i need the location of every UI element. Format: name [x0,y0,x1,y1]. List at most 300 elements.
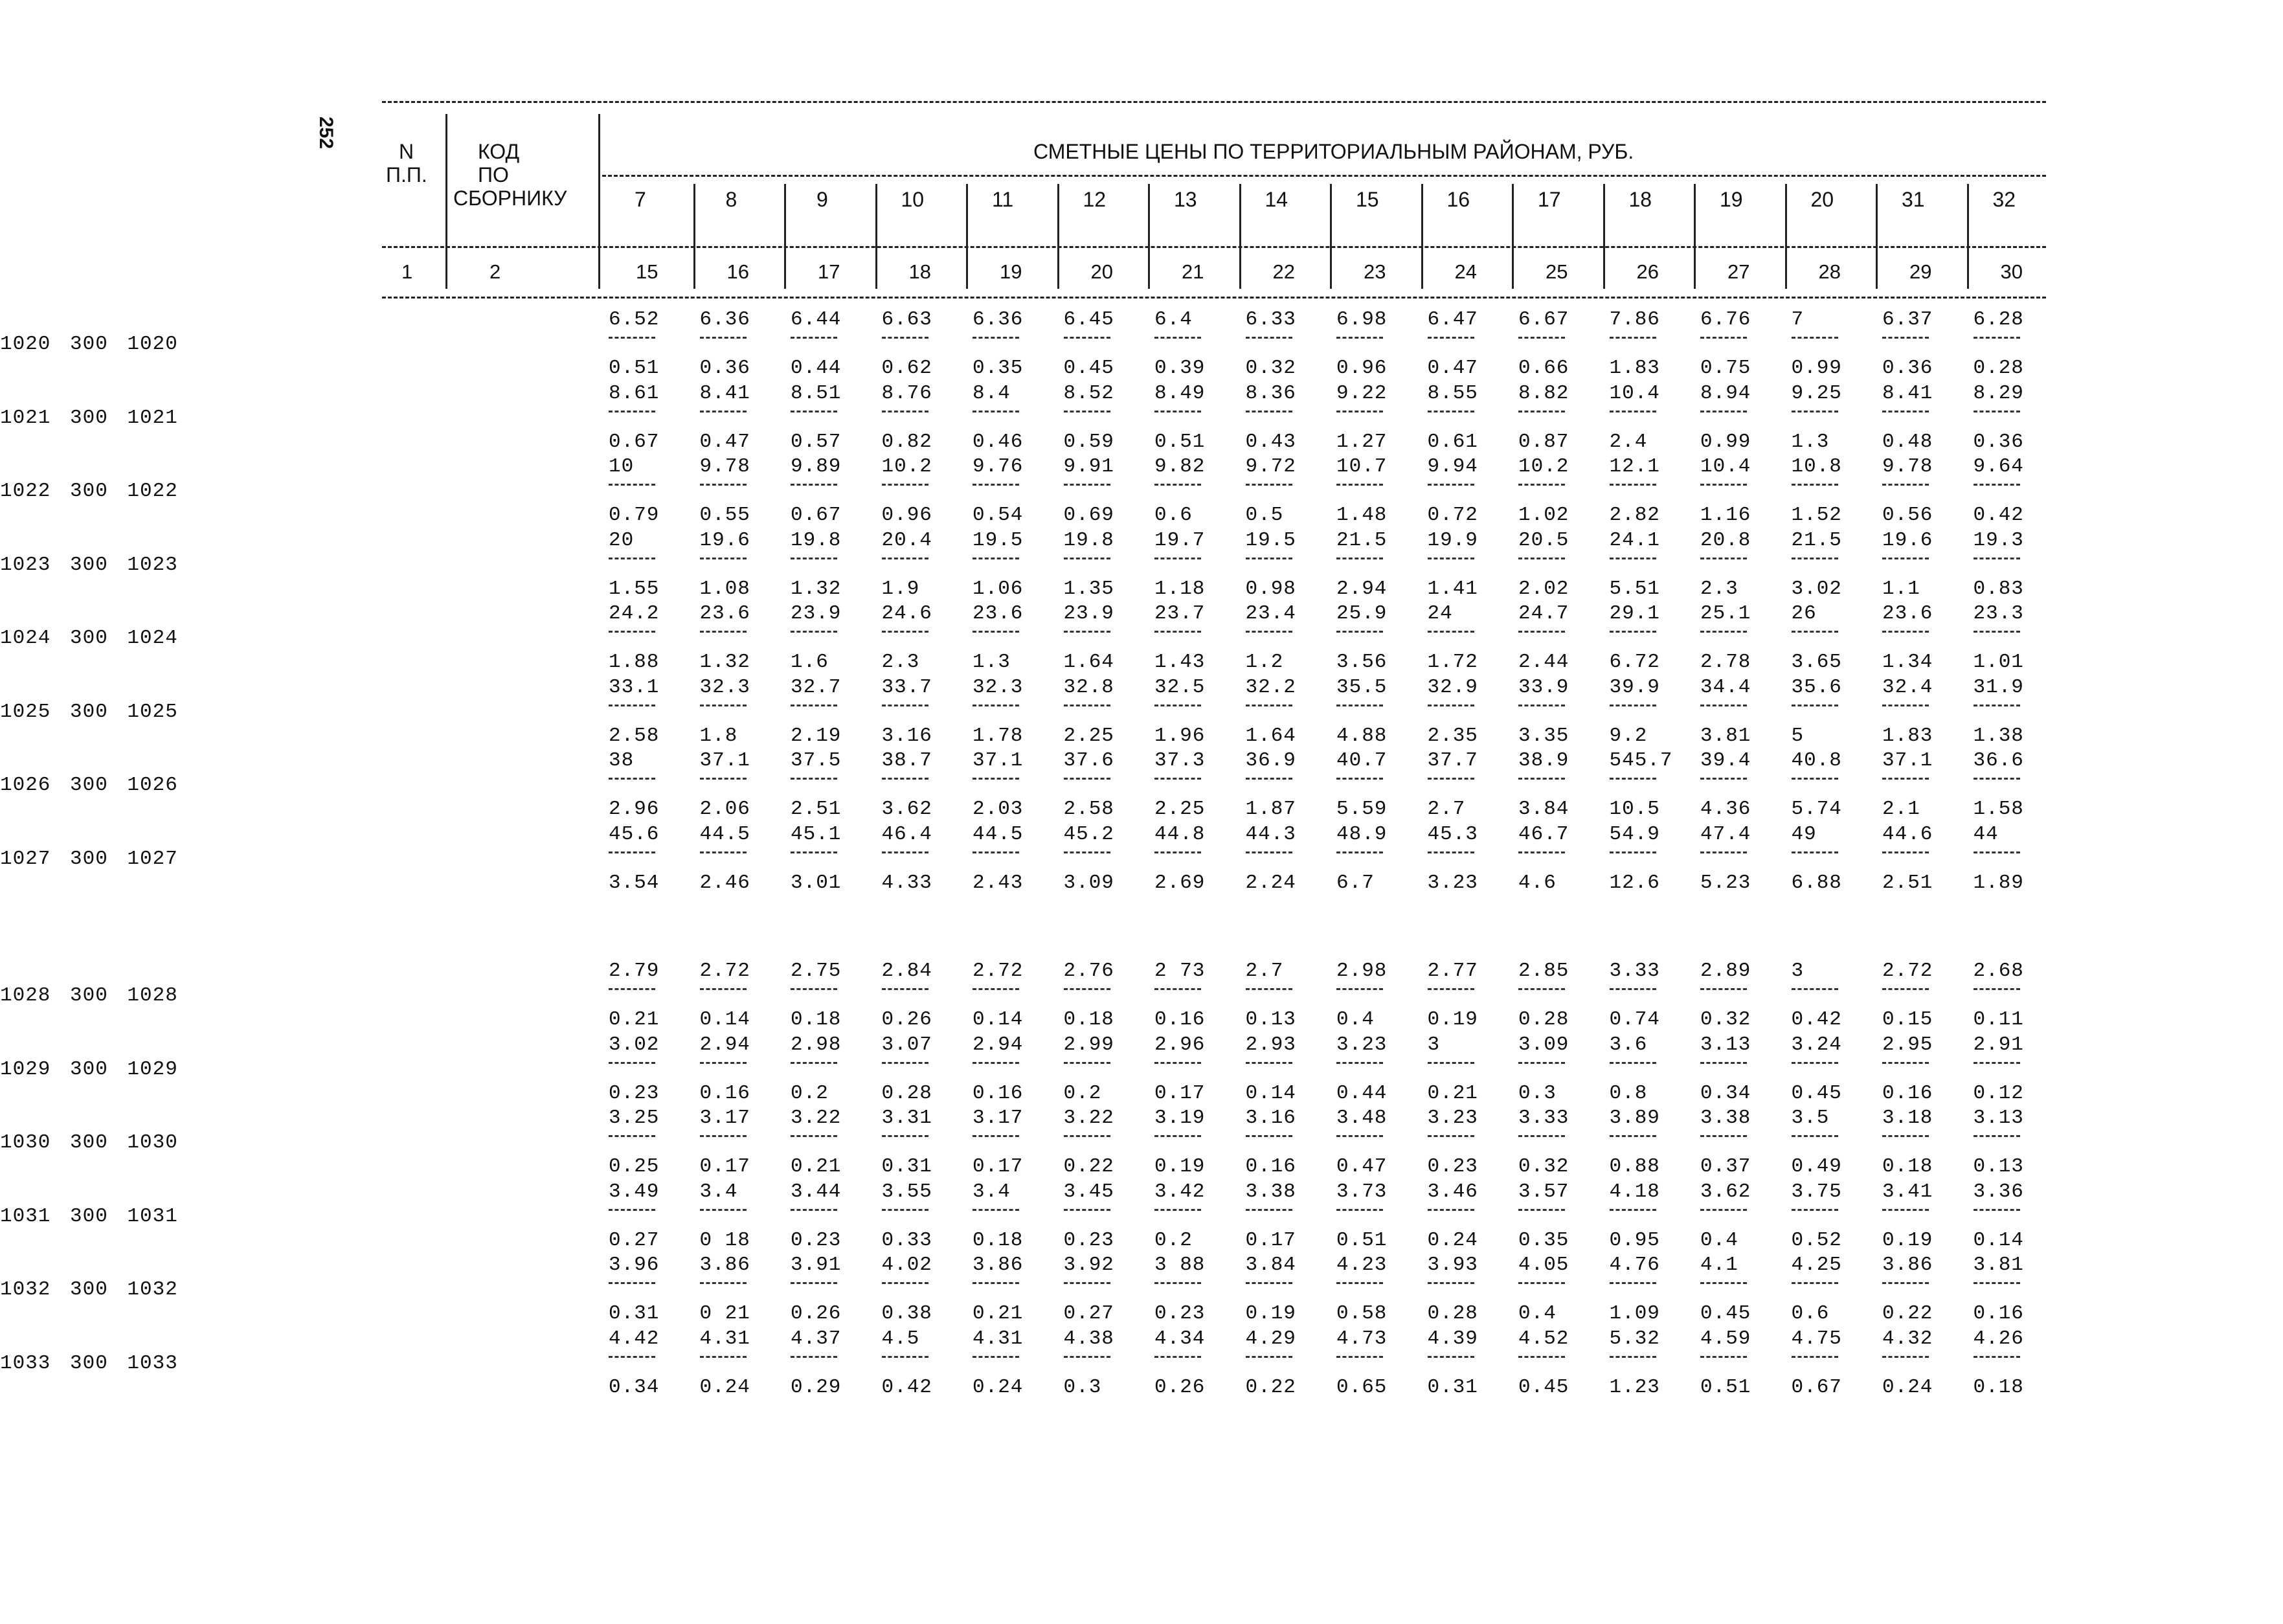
price-value: 4.31 [699,1327,750,1350]
price-value: 38 [609,749,635,772]
price-value: 2.7 [1427,798,1466,820]
fraction-bar [1336,558,1383,559]
price-value: 3.92 [1063,1254,1114,1276]
fraction-bar [973,484,1019,486]
fraction-bar [1518,1135,1565,1137]
fraction-bar [1974,1209,2020,1211]
fraction-bar [1518,411,1565,412]
price-value: 4.42 [609,1327,660,1350]
price-value: 40.8 [1791,749,1842,772]
column-number: 15 [636,260,658,283]
price-value: 37.6 [1063,749,1114,772]
fraction-bar [882,851,928,853]
column-number: 18 [908,260,931,283]
region-header: 15 [1356,188,1379,211]
fraction-bar [1700,1356,1747,1358]
price-value: 23.6 [1882,602,1933,625]
price-value: 0.21 [609,1008,660,1031]
fraction-bar [1154,705,1201,706]
price-value: 10.4 [1700,455,1751,478]
price-value: 0.38 [881,1302,932,1325]
fraction-bar [609,705,655,706]
price-value: 8.76 [881,381,932,405]
price-value: 0.3 [1518,1081,1557,1105]
price-value: 3 [1427,1033,1441,1056]
price-value: 2.3 [1700,577,1738,600]
column-number: 1 [401,260,413,283]
fraction-bar [1064,851,1110,853]
fraction-bar [1428,484,1474,486]
price-value: 6.72 [1609,651,1660,673]
price-value: 0.23 [791,1228,842,1252]
price-value: 0.95 [1609,1228,1660,1252]
price-value: 0.32 [1245,357,1296,379]
price-value: 0.96 [1336,357,1388,379]
price-value: 1.02 [1518,504,1569,526]
price-value: 3.17 [699,1107,750,1129]
fraction-bar [791,705,837,706]
fraction-bar [1518,1062,1565,1064]
price-value: 32.3 [699,675,750,699]
price-value: 3.54 [609,871,660,894]
price-value: 32.9 [1427,675,1478,699]
price-value: 0.59 [1063,430,1114,453]
fraction-bar [973,1282,1019,1284]
region-header: 13 [1174,188,1197,211]
fraction-bar [791,558,837,559]
price-value: 0.47 [699,430,750,453]
price-value: 25.9 [1336,602,1388,625]
price-value: 24.6 [881,602,932,625]
fraction-bar [1974,337,2020,339]
price-value: 46.7 [1518,822,1569,846]
price-value: 3.45 [1063,1180,1114,1203]
price-value: 0.26 [1154,1375,1206,1399]
price-value: 0.45 [1791,1081,1842,1105]
price-value: 3.17 [973,1107,1024,1129]
price-value: 44.8 [1154,822,1206,846]
fraction-bar [973,631,1019,633]
price-value: 1.64 [1245,724,1296,747]
fraction-bar [1610,1062,1656,1064]
price-value: 3.86 [973,1254,1024,1276]
price-value: 0.17 [973,1155,1024,1178]
fraction-bar [1064,631,1110,633]
price-value: 6.36 [973,308,1024,331]
price-value: 0.18 [1063,1008,1114,1031]
price-value: 0.35 [973,357,1024,379]
fraction-bar [791,1209,837,1211]
fraction-bar [1700,778,1747,780]
fraction-bar [791,1135,837,1137]
price-value: 24 [1427,602,1453,625]
price-value: 3.13 [1700,1033,1751,1056]
column-divider [966,184,968,289]
price-value: 45.1 [791,822,842,846]
fraction-bar [791,1282,837,1284]
price-value: 0.79 [609,504,660,526]
price-value: 39.4 [1700,749,1751,772]
column-divider [1603,184,1605,289]
row-code: 1022 300 1022 [0,480,178,502]
fraction-bar [1428,778,1474,780]
fraction-bar [1974,484,2020,486]
price-value: 5.59 [1336,798,1388,820]
price-value: 0.57 [791,430,842,453]
price-value: 37.1 [1882,749,1933,772]
fraction-bar [1700,411,1747,412]
price-value: 0.96 [881,504,932,526]
price-value: 0.67 [609,430,660,453]
price-value: 23.3 [1973,602,2024,625]
price-value: 0.34 [609,1375,660,1399]
price-value: 3.89 [1609,1107,1660,1129]
header-npp-line1: N [399,140,414,163]
price-value: 3.6 [1609,1033,1648,1056]
fraction-bar [1518,558,1565,559]
fraction-bar [882,411,928,412]
price-value: 0.26 [881,1008,932,1031]
row-code: 1020 300 1020 [0,333,178,355]
price-value: 0.28 [1427,1302,1478,1325]
price-value: 2.77 [1427,960,1478,982]
fraction-bar [609,851,655,853]
fraction-bar [1246,484,1292,486]
price-value: 37.1 [699,749,750,772]
price-value: 9.91 [1063,455,1114,478]
column-number: 30 [2000,260,2023,283]
price-value: 0.19 [1245,1302,1296,1325]
fraction-bar [1154,1135,1201,1137]
price-value: 1.06 [973,577,1024,600]
price-value: 3.81 [1973,1254,2024,1276]
fraction-bar [1246,1135,1292,1137]
price-value: 8.94 [1700,381,1751,405]
price-value: 3 [1791,960,1805,982]
column-number: 26 [1636,260,1659,283]
price-value: 1.52 [1791,504,1842,526]
fraction-bar [1792,411,1838,412]
price-value: 3.18 [1882,1107,1933,1129]
price-value: 2.7 [1245,960,1284,982]
price-value: 4.25 [1791,1254,1842,1276]
price-value: 0.49 [1791,1155,1842,1178]
price-value: 3.01 [791,871,842,894]
price-value: 0.33 [881,1228,932,1252]
column-number: 17 [818,260,840,283]
price-value: 0.16 [1882,1081,1933,1105]
price-value: 0.31 [1427,1375,1478,1399]
price-value: 2.44 [1518,651,1569,673]
fraction-bar [1154,1209,1201,1211]
fraction-bar [882,705,928,706]
column-divider [693,184,695,289]
price-value: 8.61 [609,381,660,405]
column-number: 2 [489,260,501,283]
price-value: 2.51 [1882,871,1933,894]
price-value: 1.01 [1973,651,2024,673]
fraction-bar [1792,631,1838,633]
row-code: 1023 300 1023 [0,553,178,576]
price-value: 0.42 [1973,504,2024,526]
price-value: 2.95 [1882,1033,1933,1056]
header-sub-rule [382,246,2046,248]
price-value: 32.5 [1154,675,1206,699]
price-value: 0.47 [1427,357,1478,379]
fraction-bar [1700,631,1747,633]
fraction-bar [1428,631,1474,633]
column-divider [1876,184,1878,289]
price-value: 0.28 [881,1081,932,1105]
price-value: 5.23 [1700,871,1751,894]
price-value: 3.36 [1973,1180,2024,1203]
price-value: 0.25 [609,1155,660,1178]
fraction-bar [1882,988,1929,990]
price-value: 9.64 [1973,455,2024,478]
price-value: 3 88 [1154,1254,1206,1276]
price-value: 26 [1791,602,1817,625]
fraction-bar [609,1356,655,1358]
row-code: 1032 300 1032 [0,1278,178,1301]
price-value: 8.55 [1427,381,1478,405]
fraction-bar [1064,1356,1110,1358]
fraction-bar [1882,411,1929,412]
region-header: 32 [1992,188,2016,211]
price-value: 0.87 [1518,430,1569,453]
price-value: 2.35 [1427,724,1478,747]
price-value: 4.02 [881,1254,932,1276]
price-value: 3.93 [1427,1254,1478,1276]
price-value: 0.4 [1518,1302,1557,1325]
price-value: 2.84 [881,960,932,982]
price-value: 0.34 [1700,1081,1751,1105]
price-value: 3.25 [609,1107,660,1129]
price-value: 0.11 [1973,1008,2024,1031]
price-value: 21.5 [1791,528,1842,552]
price-value: 33.7 [881,675,932,699]
page-number: 252 [315,116,337,150]
price-value: 2.85 [1518,960,1569,982]
price-value: 1.3 [1791,430,1830,453]
price-value: 3.4 [973,1180,1011,1203]
price-value: 0.16 [699,1081,750,1105]
price-value: 0.27 [1063,1302,1114,1325]
price-value: 19.7 [1154,528,1206,552]
price-value: 6.98 [1336,308,1388,331]
fraction-bar [1246,705,1292,706]
price-value: 0.22 [1882,1302,1933,1325]
fraction-bar [1336,1356,1383,1358]
price-value: 1.83 [1882,724,1933,747]
fraction-bar [1792,705,1838,706]
fraction-bar [1974,1135,2020,1137]
fraction-bar [791,337,837,339]
price-value: 3.48 [1336,1107,1388,1129]
price-value: 3.65 [1791,651,1842,673]
price-value: 3.46 [1427,1180,1478,1203]
fraction-bar [700,484,747,486]
price-value: 10.7 [1336,455,1388,478]
fraction-bar [609,631,655,633]
price-value: 45.2 [1063,822,1114,846]
fraction-bar [700,411,747,412]
price-value: 0.66 [1518,357,1569,379]
price-value: 8.36 [1245,381,1296,405]
fraction-bar [1792,851,1838,853]
fraction-bar [1428,1209,1474,1211]
price-value: 9.22 [1336,381,1388,405]
price-value: 0.99 [1700,430,1751,453]
fraction-bar [1064,337,1110,339]
price-value: 0 21 [699,1302,750,1325]
price-value: 2.72 [973,960,1024,982]
price-value: 37.1 [973,749,1024,772]
price-value: 0.28 [1973,357,2024,379]
fraction-bar [609,411,655,412]
price-value: 2.79 [609,960,660,982]
price-value: 20.8 [1700,528,1751,552]
price-value: 2.19 [791,724,842,747]
fraction-bar [609,1209,655,1211]
price-value: 0.21 [1427,1081,1478,1105]
fraction-bar [882,631,928,633]
fraction-bar [791,851,837,853]
price-value: 3.33 [1518,1107,1569,1129]
price-value: 9.78 [1882,455,1933,478]
price-value: 4.26 [1973,1327,2024,1350]
column-divider [784,184,786,289]
price-value: 1.38 [1973,724,2024,747]
price-value: 7.86 [1609,308,1660,331]
price-value: 0.6 [1791,1302,1830,1325]
price-value: 3.22 [791,1107,842,1129]
price-value: 2.94 [1336,577,1388,600]
fraction-bar [882,778,928,780]
price-value: 2.72 [1882,960,1933,982]
price-value: 0.2 [1063,1081,1102,1105]
price-value: 9.76 [973,455,1024,478]
price-value: 0.27 [609,1228,660,1252]
price-value: 9.82 [1154,455,1206,478]
fraction-bar [700,337,747,339]
column-divider [1330,184,1332,289]
price-value: 6.52 [609,308,660,331]
price-value: 39.9 [1609,675,1660,699]
price-value: 3.44 [791,1180,842,1203]
price-value: 2.94 [973,1033,1024,1056]
price-value: 1.6 [791,651,829,673]
price-value: 0.16 [1973,1302,2024,1325]
fraction-bar [1246,1282,1292,1284]
price-value: 0.44 [791,357,842,379]
price-value: 44.5 [973,822,1024,846]
price-value: 2.96 [1154,1033,1206,1056]
price-value: 0.58 [1336,1302,1388,1325]
fraction-bar [1700,705,1747,706]
fraction-bar [1610,631,1656,633]
fraction-bar [1428,1135,1474,1137]
fraction-bar [973,778,1019,780]
price-value: 6.4 [1154,308,1193,331]
column-number: 20 [1090,260,1113,283]
price-value: 6.88 [1791,871,1842,894]
fraction-bar [1518,1356,1565,1358]
header-code-line3: СБОРНИКУ [453,186,567,210]
fraction-bar [1882,851,1929,853]
price-value: 3.4 [699,1180,738,1203]
price-value: 3.16 [881,724,932,747]
price-value: 0.67 [1791,1375,1842,1399]
price-value: 0.62 [881,357,932,379]
fraction-bar [882,1282,928,1284]
price-value: 3.41 [1882,1180,1933,1203]
fraction-bar [700,1209,747,1211]
price-value: 0.13 [1245,1008,1296,1031]
fraction-bar [1154,337,1201,339]
price-value: 0.51 [1336,1228,1388,1252]
fraction-bar [700,1282,747,1284]
fraction-bar [1154,631,1201,633]
fraction-bar [1336,1135,1383,1137]
fraction-bar [1792,558,1838,559]
price-value: 0.54 [973,504,1024,526]
price-value: 2.72 [699,960,750,982]
price-value: 1.3 [973,651,1011,673]
fraction-bar [1518,705,1565,706]
fraction-bar [791,631,837,633]
row-code: 1033 300 1033 [0,1351,178,1375]
price-value: 44.6 [1882,822,1933,846]
price-value: 0.23 [1063,1228,1114,1252]
row-code: 1027 300 1027 [0,847,178,870]
price-value: 2.06 [699,798,750,820]
fraction-bar [1518,337,1565,339]
fraction-bar [1336,411,1383,412]
fraction-bar [609,1135,655,1137]
fraction-bar [791,1356,837,1358]
fraction-bar [700,631,747,633]
price-value: 2.02 [1518,577,1569,600]
fraction-bar [1064,484,1110,486]
price-value: 1.87 [1245,798,1296,820]
column-divider [875,184,877,289]
price-value: 2.93 [1245,1033,1296,1056]
price-value: 0.42 [881,1375,932,1399]
price-value: 2.96 [609,798,660,820]
fraction-bar [882,1209,928,1211]
region-header: 7 [635,188,646,211]
price-value: 20 [609,528,635,552]
price-value: 0.19 [1427,1008,1478,1031]
price-value: 1.32 [699,651,750,673]
price-value: 1.27 [1336,430,1388,453]
price-value: 5.74 [1791,798,1842,820]
price-value: 2.24 [1245,871,1296,894]
fraction-bar [1428,705,1474,706]
price-value: 33.9 [1518,675,1569,699]
price-value: 0.51 [609,357,660,379]
price-value: 8.51 [791,381,842,405]
price-value: 8.41 [1882,381,1933,405]
fraction-bar [1610,558,1656,559]
price-value: 3.96 [609,1254,660,1276]
price-value: 0.52 [1791,1228,1842,1252]
price-value: 49 [1791,822,1817,846]
price-value: 3.07 [881,1033,932,1056]
price-value: 4.38 [1063,1327,1114,1350]
price-value: 0.24 [1427,1228,1478,1252]
price-value: 23.4 [1245,602,1296,625]
